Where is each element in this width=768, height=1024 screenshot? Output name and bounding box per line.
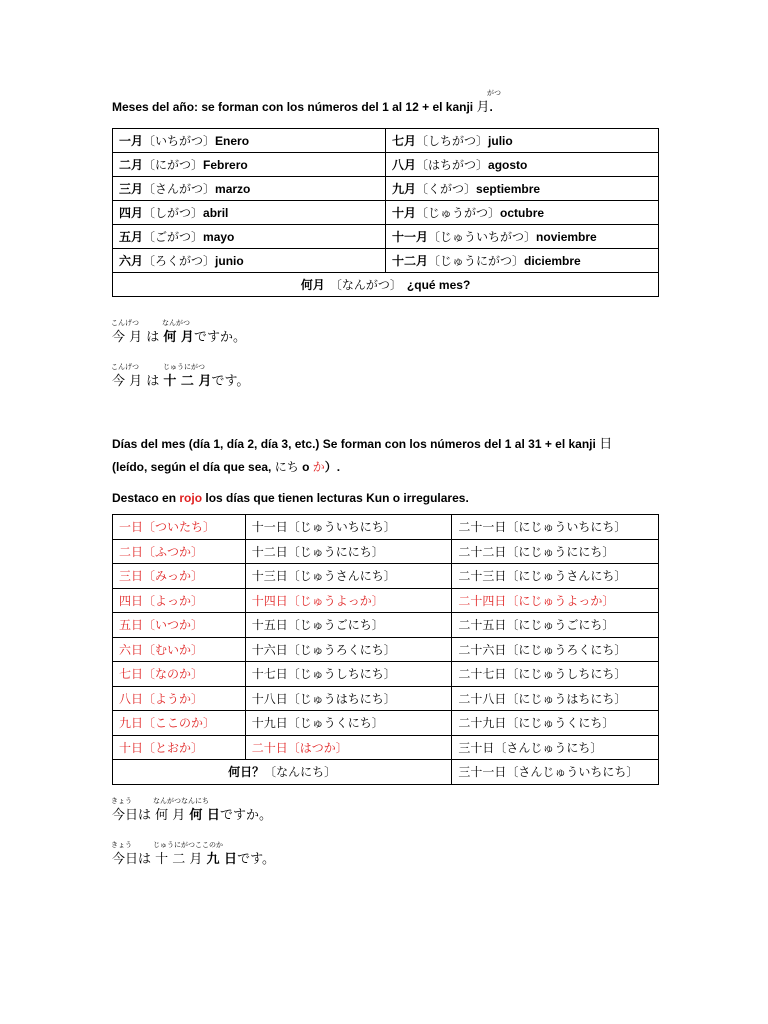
month-kanji: 十一月 <box>392 230 429 244</box>
day-row <box>113 588 659 613</box>
month-spanish: noviembre <box>536 230 597 244</box>
day-cell <box>452 515 659 540</box>
day-cell <box>452 735 659 760</box>
day-reading: 十五日〔じゅうごにち〕 <box>251 618 384 632</box>
day-cell <box>245 539 452 564</box>
day-reading: 二十日〔はつか〕 <box>251 740 348 755</box>
example-ruby: きょう <box>111 841 132 849</box>
day-row <box>113 637 659 662</box>
month-kanji: 八月 <box>392 158 417 172</box>
day-reading: 十七日〔じゅうしちにち〕 <box>251 667 396 681</box>
month-kanji: 三月 <box>119 182 144 196</box>
day-row <box>113 613 659 638</box>
month-spanish: marzo <box>215 182 251 196</box>
day-reading: 十九日〔じゅうくにち〕 <box>251 716 384 730</box>
month-cell <box>113 177 386 201</box>
day-reading: 二十六日〔にじゅうろくにち〕 <box>458 642 627 657</box>
month-reading: 〔ごがつ〕 <box>143 230 204 244</box>
month-row <box>113 129 659 153</box>
day-reading: 一日〔ついたち〕 <box>119 520 216 534</box>
day-reading: 三日〔みっか〕 <box>119 569 204 583</box>
day-cell <box>245 515 452 540</box>
day-cell <box>452 686 659 711</box>
day-reading: 二十七日〔にじゅうしちにち〕 <box>458 667 627 681</box>
month-kanji: 二月 <box>119 158 144 172</box>
day-row <box>113 686 659 711</box>
month-row <box>113 153 659 177</box>
day-cell <box>452 588 659 613</box>
day-question-kanji: 何日？ <box>228 765 265 779</box>
example-ruby: こんげつ <box>111 319 139 327</box>
month-kanji: 四月 <box>119 206 144 220</box>
days-heading-line2: (leído, según el día que sea, にち o か）. <box>112 460 341 474</box>
month-footer-row <box>113 273 659 297</box>
day-reading: 二日〔ふつか〕 <box>119 544 204 559</box>
day-reading: 四日〔よっか〕 <box>119 593 204 608</box>
day-reading: 三十一日〔さんじゅういちにち〕 <box>458 765 639 779</box>
month-row <box>113 225 659 249</box>
months-table <box>112 128 659 297</box>
month-spanish: mayo <box>203 230 235 244</box>
day-row <box>113 662 659 687</box>
month-reading: 〔じゅうがつ〕 <box>416 206 501 220</box>
month-spanish: Febrero <box>203 158 248 172</box>
day-cell <box>245 564 452 589</box>
month-cell <box>113 225 386 249</box>
day-reading: 九日〔ここのか〕 <box>119 716 216 730</box>
day-cell <box>245 637 452 662</box>
day-reading: 二十八日〔にじゅうはちにち〕 <box>458 691 627 706</box>
day-row <box>113 564 659 589</box>
month-kanji: 一月 <box>119 134 144 148</box>
month-example-1: 今 月 は 何 月ですか。 <box>112 330 246 345</box>
month-cell <box>113 129 386 153</box>
day-cell <box>113 686 246 711</box>
month-cell <box>386 177 659 201</box>
month-example-2: 今 月 は 十 二 月です。 <box>112 374 250 389</box>
day-cell <box>113 637 246 662</box>
kanji-ruby: がつ <box>487 89 501 97</box>
month-reading: 〔じゅういちがつ〕 <box>428 230 537 244</box>
day-reading: 六日〔むいか〕 <box>119 642 204 657</box>
month-cell <box>113 201 386 225</box>
example-ruby: じゅうにがつ <box>163 363 205 371</box>
month-question-reading: 〔なんがつ〕 <box>329 278 402 292</box>
day-reading: 二十五日〔にじゅうごにち〕 <box>458 618 615 632</box>
month-spanish: diciembre <box>524 254 581 268</box>
month-spanish: abril <box>203 206 229 220</box>
day-cell <box>245 686 452 711</box>
day-cell <box>113 539 246 564</box>
day-reading: 八日〔ようか〕 <box>119 691 204 706</box>
month-row <box>113 177 659 201</box>
month-cell <box>386 225 659 249</box>
day-cell <box>113 515 246 540</box>
month-reading: 〔はちがつ〕 <box>416 158 489 172</box>
month-reading: 〔しちがつ〕 <box>416 134 489 148</box>
example-ruby: こんげつ <box>111 363 139 371</box>
day-reading: 五日〔いつか〕 <box>119 618 204 632</box>
day-footer-row <box>113 760 659 785</box>
day-cell <box>245 711 452 736</box>
day-cell <box>113 613 246 638</box>
day-reading: 十日〔とおか〕 <box>119 740 204 755</box>
days-heading: Días del mes (día 1, día 2, día 3, etc.) Se forman con los números del 1 al 31 + el kanji 日 <box>112 437 613 452</box>
days-note: Destaco en rojo los días que tienen lecturas Kun o irregulares. <box>112 491 469 505</box>
month-reading: 〔いちがつ〕 <box>143 134 216 148</box>
day-cell <box>452 637 659 662</box>
month-spanish: Enero <box>215 134 250 148</box>
month-spanish: septiembre <box>476 182 541 196</box>
day-cell <box>245 662 452 687</box>
day-example-2: 今日は 十 二 月 九 日です。 <box>112 852 276 867</box>
day-cell <box>245 735 452 760</box>
day-question-cell <box>113 760 452 785</box>
months-heading: Meses del año: se forman con los números del 1 al 12 + el kanji 月. <box>112 100 493 115</box>
month-spanish: junio <box>215 254 244 268</box>
day-cell <box>113 735 246 760</box>
day-example-1: 今日は 何 月 何 日ですか。 <box>112 808 272 823</box>
day-row <box>113 515 659 540</box>
day-reading: 七日〔なのか〕 <box>119 667 204 681</box>
month-spanish: octubre <box>500 206 545 220</box>
example-ruby: なんがつ <box>162 319 190 327</box>
month-question-spanish: ¿qué mes? <box>406 278 471 292</box>
month-kanji: 七月 <box>392 134 417 148</box>
month-cell <box>386 249 659 273</box>
month-reading: 〔じゅうにがつ〕 <box>428 254 525 268</box>
day-cell <box>245 613 452 638</box>
month-cell <box>113 249 386 273</box>
day-reading: 二十三日〔にじゅうさんにち〕 <box>458 569 627 583</box>
month-kanji: 十月 <box>392 206 417 220</box>
day-reading: 十一日〔じゅういちにち〕 <box>251 520 396 534</box>
day-reading: 十八日〔じゅうはちにち〕 <box>251 691 396 706</box>
day-reading: 三十日〔さんじゅうにち〕 <box>458 740 603 755</box>
example-ruby: きょう <box>111 797 132 805</box>
day-row <box>113 711 659 736</box>
day-cell <box>452 539 659 564</box>
day-cell <box>245 588 452 613</box>
day-cell <box>452 613 659 638</box>
month-cell <box>113 153 386 177</box>
day-cell <box>452 760 659 785</box>
month-reading: 〔ろくがつ〕 <box>143 254 216 268</box>
day-cell <box>113 662 246 687</box>
month-kanji: 六月 <box>119 254 144 268</box>
day-reading: 十四日〔じゅうよっか〕 <box>251 593 384 608</box>
day-question-reading: 〔なんにち〕 <box>264 765 337 779</box>
month-kanji: 五月 <box>119 230 144 244</box>
month-reading: 〔くがつ〕 <box>416 182 477 196</box>
day-row <box>113 539 659 564</box>
day-reading: 二十四日〔にじゅうよっか〕 <box>458 593 615 608</box>
month-spanish: julio <box>488 134 513 148</box>
month-row <box>113 249 659 273</box>
month-cell <box>386 129 659 153</box>
day-row <box>113 735 659 760</box>
month-reading: 〔さんがつ〕 <box>143 182 216 196</box>
month-question-kanji: 何月 <box>300 278 325 292</box>
month-spanish: agosto <box>488 158 528 172</box>
day-reading: 十二日〔じゅうににち〕 <box>251 544 384 559</box>
example-ruby: なんがつなんにち <box>153 797 209 805</box>
month-row <box>113 201 659 225</box>
month-question-cell <box>113 273 659 297</box>
day-cell <box>113 564 246 589</box>
example-ruby: じゅうにがつここのか <box>153 841 223 849</box>
month-cell <box>386 201 659 225</box>
day-cell <box>113 588 246 613</box>
day-cell <box>113 711 246 736</box>
day-cell <box>452 564 659 589</box>
day-reading: 十三日〔じゅうさんにち〕 <box>251 569 396 583</box>
month-reading: 〔しがつ〕 <box>143 206 204 220</box>
day-cell <box>452 711 659 736</box>
month-kanji: 十二月 <box>392 254 429 268</box>
month-kanji: 九月 <box>392 182 417 196</box>
day-cell <box>452 662 659 687</box>
day-reading: 十六日〔じゅうろくにち〕 <box>251 642 396 657</box>
month-cell <box>386 153 659 177</box>
day-reading: 二十二日〔にじゅうににち〕 <box>458 544 615 559</box>
month-reading: 〔にがつ〕 <box>143 158 204 172</box>
days-table <box>112 514 659 785</box>
day-reading: 二十九日〔にじゅうくにち〕 <box>458 716 615 730</box>
day-reading: 二十一日〔にじゅういちにち〕 <box>458 520 627 534</box>
